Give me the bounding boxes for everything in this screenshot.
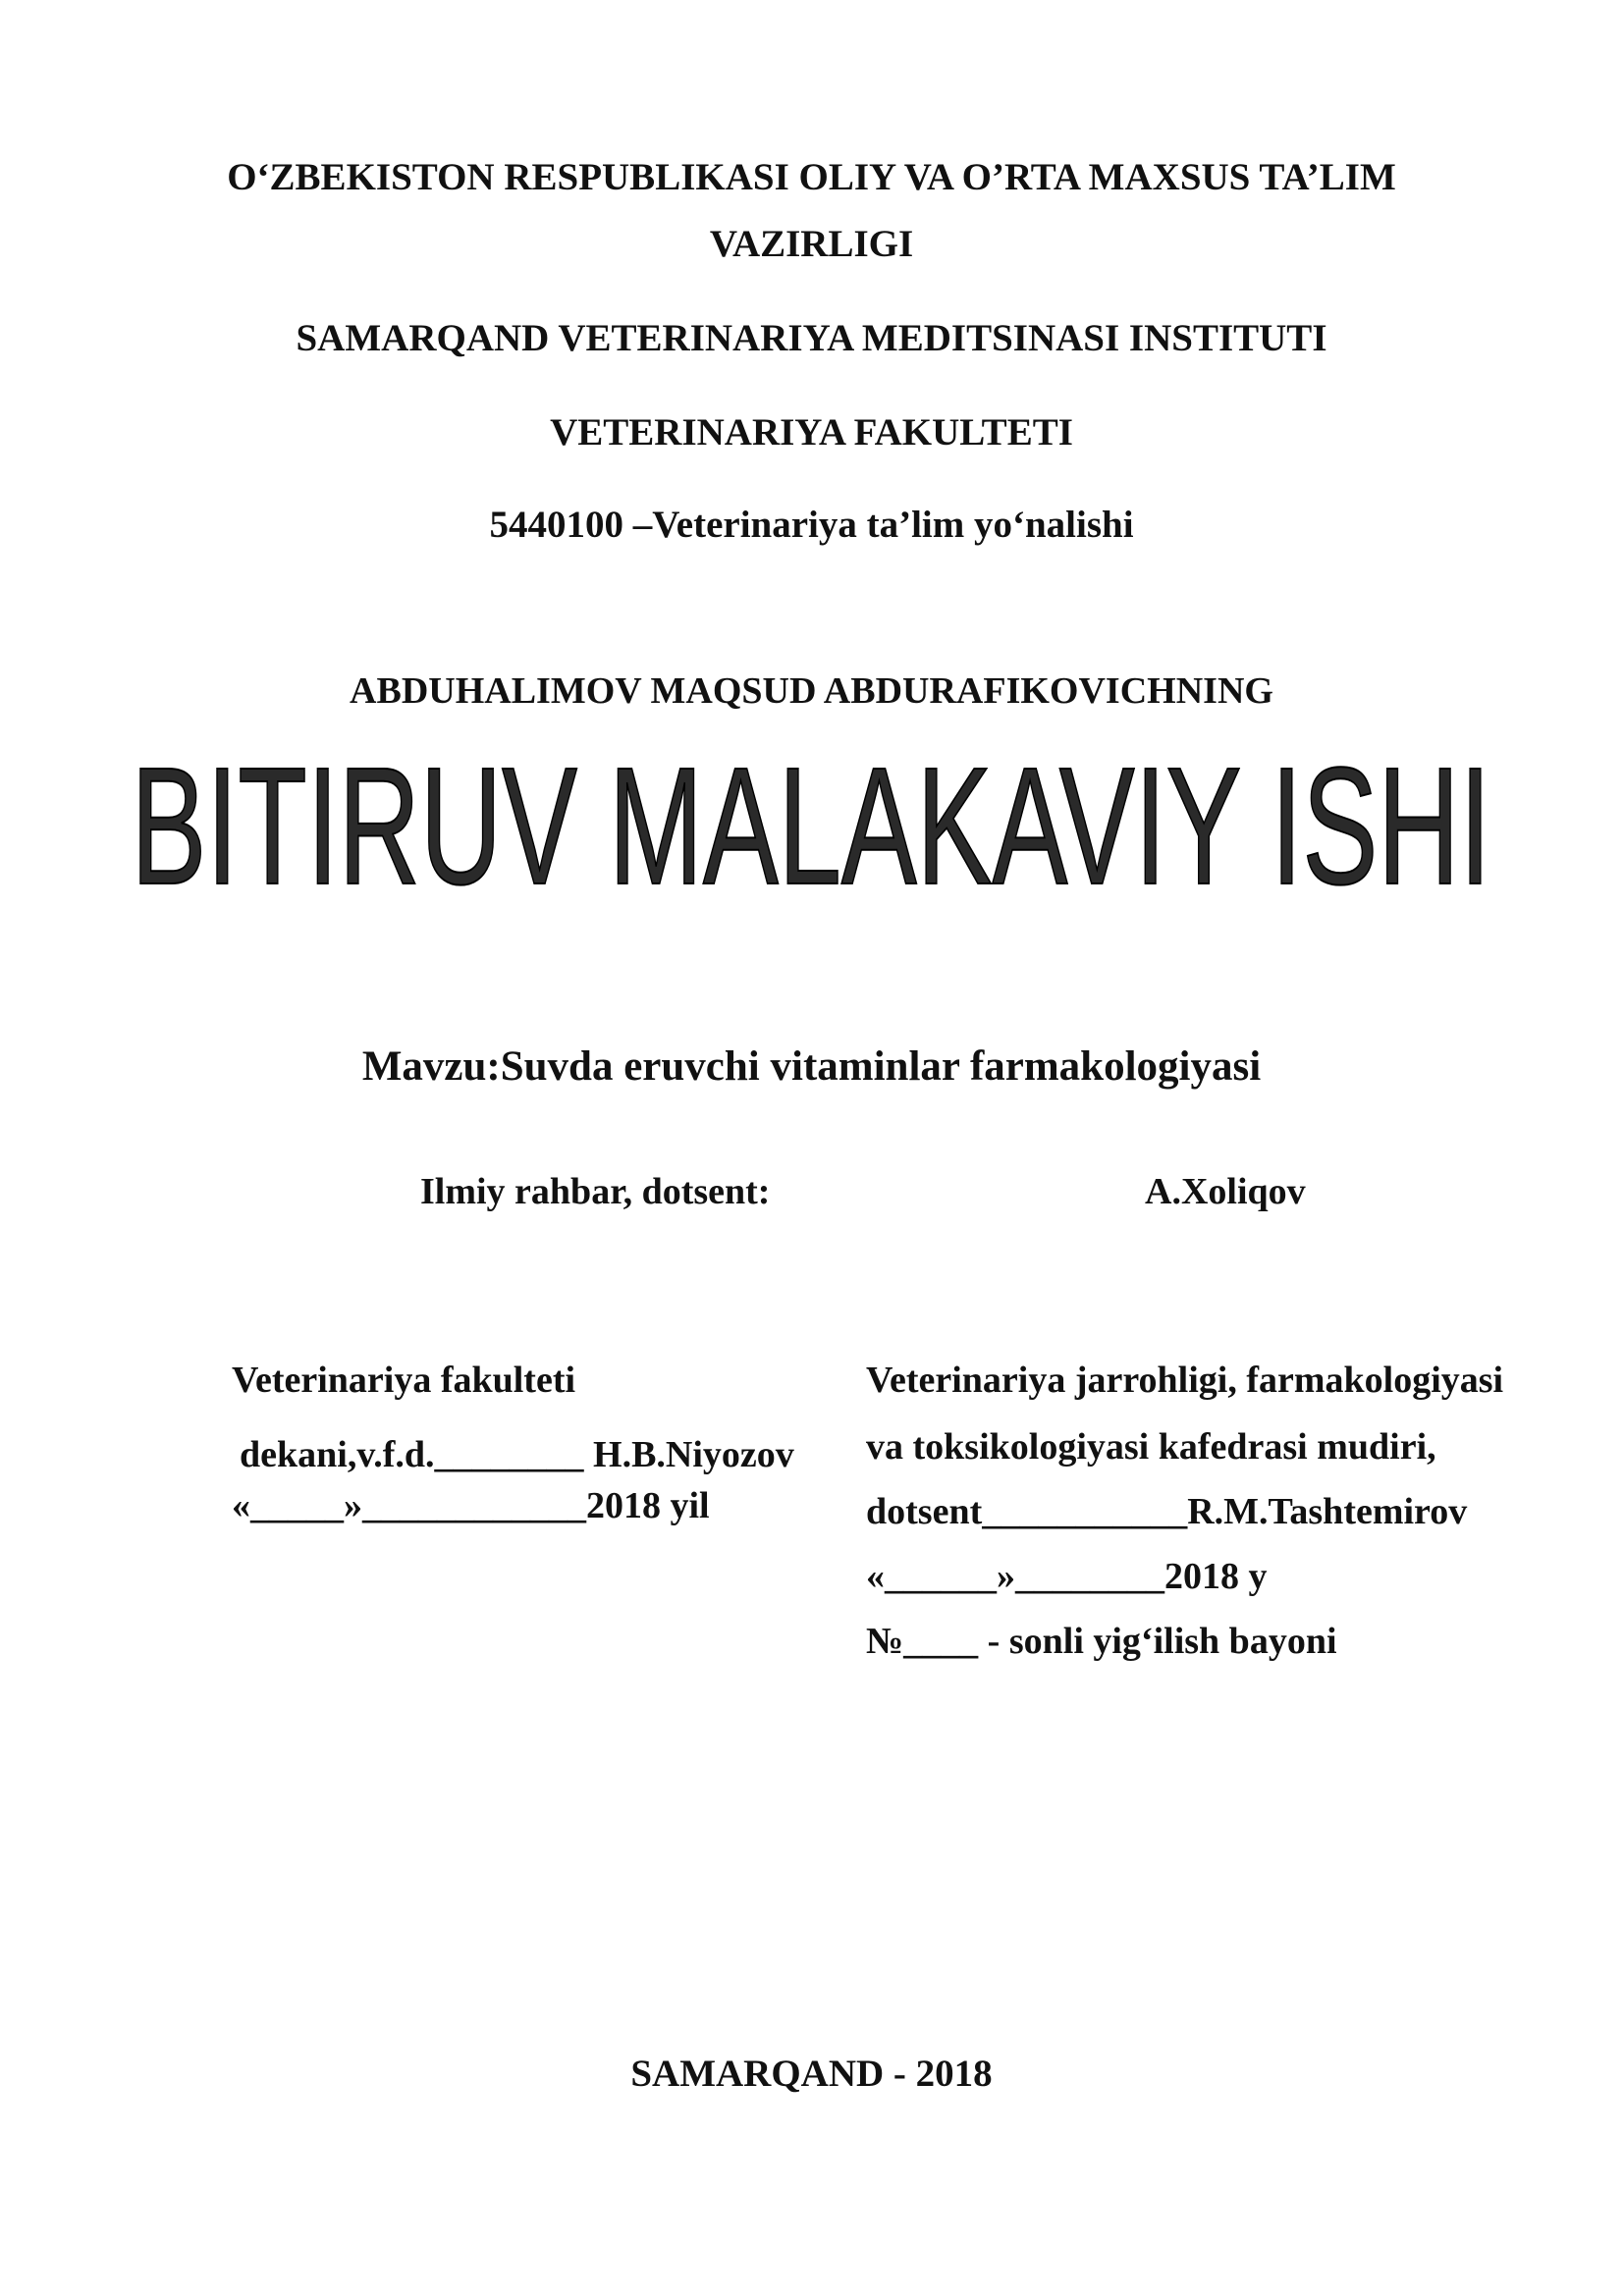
dean-faculty-line: Veterinariya fakulteti: [232, 1360, 576, 1401]
ministry-line-1: O‘ZBEKISTON RESPUBLIKASI OLIY VA O’RTA MAXSUS TA’LIM: [227, 156, 1396, 198]
institute-name: SAMARQAND VETERINARIYA MEDITSINASI INSTITUTI: [296, 317, 1327, 359]
dean-signature-line: dekani,v.f.d.________ H.B.Niyozov: [240, 1434, 794, 1475]
faculty-name: VETERINARIYA FAKULTETI: [550, 411, 1073, 454]
dean-date-line: «_____»____________2018 yil: [232, 1485, 710, 1526]
direction-line: 5440100 –Veterinariya ta’lim yo‘nalishi: [489, 504, 1134, 546]
city-year-footer: SAMARQAND - 2018: [630, 2053, 993, 2095]
document-title-text: BITIRUV MALAKAVIY ISHI: [131, 734, 1491, 901]
protocol-number-line: №____ - sonli yig‘ilish bayoni: [866, 1621, 1337, 1662]
document-title: [0, 734, 1623, 901]
head-date-line: «______»________2018 y: [866, 1556, 1268, 1597]
supervisor-name: A.Xoliqov: [1145, 1171, 1306, 1212]
head-signature-line: dotsent___________R.M.Tashtemirov: [866, 1491, 1468, 1532]
head-department-line-2: va toksikologiyasi kafedrasi mudiri,: [866, 1426, 1436, 1468]
ministry-line-2: VAZIRLIGI: [709, 223, 914, 265]
document-title-graphic: [0, 734, 1623, 901]
topic-line: Mavzu:Suvda eruvchi vitaminlar farmakologiyasi: [361, 1043, 1262, 1090]
author-name: ABDUHALIMOV MAQSUD ABDURAFIKOVICHNING: [350, 670, 1273, 712]
supervisor-label: Ilmiy rahbar, dotsent:: [420, 1171, 771, 1212]
head-department-line-1: Veterinariya jarrohligi, farmakologiyasi: [866, 1360, 1504, 1401]
